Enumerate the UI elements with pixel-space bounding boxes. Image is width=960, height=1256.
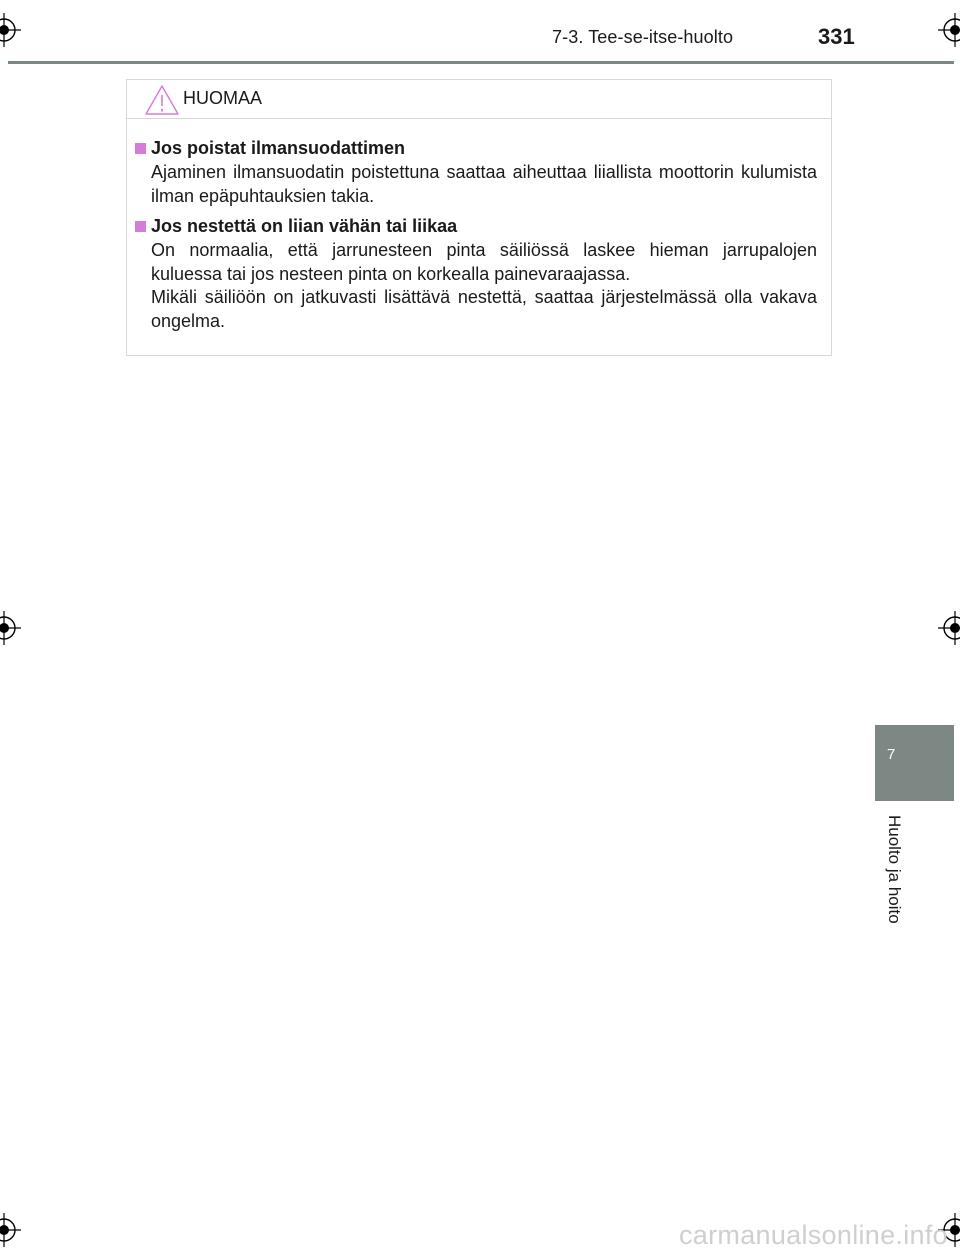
registration-mark-bottom-left <box>0 1213 21 1247</box>
registration-mark-top-left <box>0 13 21 47</box>
square-bullet-icon <box>135 221 146 232</box>
caution-box <box>126 79 832 356</box>
header-divider <box>8 61 954 64</box>
page-number: 331 <box>818 24 855 49</box>
chapter-tab <box>875 725 954 801</box>
item-paragraph: Ajaminen ilmansuodatin poistettuna saattaa aiheuttaa liiallista moottorin kulumista ilman epäpuhtauksien takia. <box>151 162 817 206</box>
registration-mark-middle-right <box>938 611 960 645</box>
caution-item-brake-fluid <box>135 213 817 333</box>
registration-mark-middle-left <box>0 611 21 645</box>
item-heading-text: Jos nestettä on liian vähän tai liikaa <box>151 216 458 236</box>
item-heading <box>135 135 817 161</box>
watermark: carmanualsonline.info <box>679 1220 948 1250</box>
item-heading <box>135 213 817 239</box>
item-paragraph: Mikäli säiliöön on jatkuvasti lisättävä nestettä, saattaa järjestelmässä olla vakava ongelma. <box>151 287 817 331</box>
warning-triangle-icon <box>144 84 180 116</box>
item-heading-text: Jos poistat ilmansuodattimen <box>151 138 406 158</box>
registration-mark-top-right <box>938 13 960 47</box>
caution-item-air-filter <box>135 135 817 208</box>
square-bullet-icon <box>135 143 146 154</box>
caution-title: HUOMAA <box>183 88 263 108</box>
item-paragraph: On normaalia, että jarrunesteen pinta säiliössä laskee hieman jarrupalojen kuluessa tai jos nesteen pinta on korkealla painevaraajassa. <box>151 240 817 284</box>
chapter-label: Huolto ja hoito <box>885 815 904 924</box>
caution-header <box>127 80 831 119</box>
chapter-number: 7 <box>887 746 896 763</box>
section-title: 7-3. Tee-se-itse-huolto <box>552 27 734 47</box>
caution-body <box>127 119 831 333</box>
